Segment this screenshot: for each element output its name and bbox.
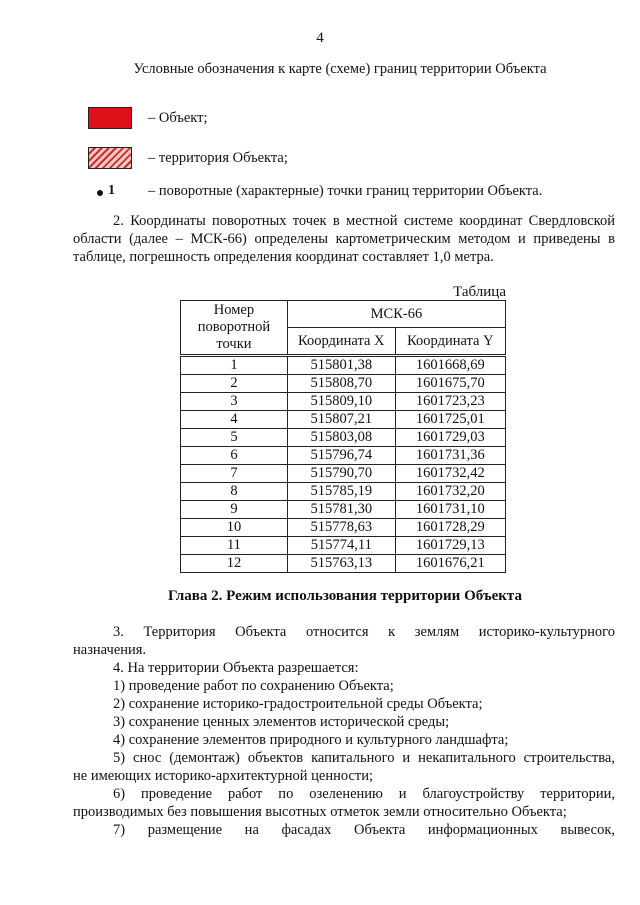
point-number-cell: 8 (181, 483, 288, 501)
coordinate-x-cell: 515809,10 (287, 393, 395, 411)
point-number-cell: 2 (181, 375, 288, 393)
table-row (181, 555, 506, 573)
legend-label-territory: – территория Объекта; (148, 150, 288, 166)
coordinate-y-cell: 1601723,23 (395, 393, 505, 411)
coordinate-y-cell: 1601725,01 (395, 411, 505, 429)
coordinate-x-cell: 515781,30 (287, 501, 395, 519)
coordinate-x-cell: 515774,11 (287, 537, 395, 555)
point-number-cell: 11 (181, 537, 288, 555)
coordinate-y-cell: 1601729,03 (395, 429, 505, 447)
legend-title: Условные обозначения к карте (схеме) границ территории Объекта (133, 61, 547, 77)
legend-item-point (97, 183, 115, 199)
legend-label-object: – Объект; (148, 110, 208, 126)
header-coordinate-system: МСК-66 (287, 301, 505, 328)
legend-item-territory (88, 145, 132, 171)
point-dot-icon (97, 190, 103, 196)
coordinate-y-cell: 1601731,36 (395, 447, 505, 465)
coordinate-y-cell: 1601675,70 (395, 375, 505, 393)
table-row (181, 447, 506, 465)
table-row (181, 393, 506, 411)
list-item: 3) сохранение ценных элементов исторической среды; (113, 714, 450, 730)
table-row (181, 519, 506, 537)
table-row (181, 429, 506, 447)
legend-label-point: – поворотные (характерные) точки границ территории Объекта. (148, 183, 543, 199)
table-row (181, 375, 506, 393)
list-item: 1) проведение работ по сохранению Объекта; (113, 678, 394, 694)
object-swatch-icon (88, 107, 132, 129)
table-row (181, 537, 506, 555)
point-number-cell: 1 (181, 356, 288, 375)
coordinate-x-cell: 515803,08 (287, 429, 395, 447)
list-item-5-line-2: не имеющих историко-архитектурной ценности; (73, 768, 374, 784)
paragraph-4: 4. На территории Объекта разрешается: (113, 660, 359, 676)
chapter-title: Глава 2. Режим использования территории Объекта (168, 588, 522, 604)
list-item-5-line-1: 5) снос (демонтаж) объектов капитального и некапитального строительства, (113, 750, 615, 766)
point-number-cell: 3 (181, 393, 288, 411)
coordinate-y-cell: 1601732,20 (395, 483, 505, 501)
paragraph-3-line-2: назначения. (73, 642, 147, 658)
coordinate-x-cell: 515785,19 (287, 483, 395, 501)
header-coordinate-x: Координата X (287, 328, 395, 356)
coordinate-x-cell: 515801,38 (287, 356, 395, 375)
coordinate-y-cell: 1601668,69 (395, 356, 505, 375)
point-number-cell: 5 (181, 429, 288, 447)
table-row (181, 501, 506, 519)
coordinate-x-cell: 515790,70 (287, 465, 395, 483)
point-number-cell: 6 (181, 447, 288, 465)
legend-item-object (88, 105, 132, 131)
coordinate-x-cell: 515808,70 (287, 375, 395, 393)
paragraph-2: 2. Координаты поворотных точек в местной системе координат Свердловской области (далее – МСК-66) определены картометрическим методом и приведены в таблице, погрешность определения координат составляет 1,0 метра. (73, 213, 615, 265)
coordinate-x-cell: 515807,21 (287, 411, 395, 429)
coordinate-y-cell: 1601732,42 (395, 465, 505, 483)
point-number-cell: 7 (181, 465, 288, 483)
coordinate-y-cell: 1601729,13 (395, 537, 505, 555)
list-item-7-line-1: 7) размещение на фасадах Объекта информационных вывесок, (113, 822, 615, 838)
paragraph-3-line-1: 3. Территория Объекта относится к землям историко-культурного (113, 624, 615, 640)
page-number: 4 (316, 30, 324, 46)
coordinate-y-cell: 1601676,21 (395, 555, 505, 573)
coordinate-x-cell: 515778,63 (287, 519, 395, 537)
table-row (181, 356, 506, 375)
table-body (181, 356, 506, 573)
point-number-cell: 4 (181, 411, 288, 429)
point-number-cell: 9 (181, 501, 288, 519)
list-item: 4) сохранение элементов природного и культурного ландшафта; (113, 732, 509, 748)
header-coordinate-y: Координата Y (395, 328, 505, 356)
point-number-cell: 10 (181, 519, 288, 537)
list-item-6-line-1: 6) проведение работ по озеленению и благоустройству территории, (113, 786, 615, 802)
header-point-number: Номер поворотной точки (181, 301, 288, 356)
coordinate-x-cell: 515763,13 (287, 555, 395, 573)
coordinates-table (180, 300, 506, 573)
list-item-6-line-2: производимых без повышения высотных отметок земли относительно Объекта; (73, 804, 567, 820)
table-row (181, 483, 506, 501)
coordinate-x-cell: 515796,74 (287, 447, 395, 465)
table-caption: Таблица (453, 284, 506, 300)
territory-hatch-icon (88, 147, 132, 169)
coordinate-y-cell: 1601731,10 (395, 501, 505, 519)
point-number-cell: 12 (181, 555, 288, 573)
table-row (181, 465, 506, 483)
point-marker-label: 1 (108, 183, 115, 198)
list-item: 2) сохранение историко-градостроительной среды Объекта; (113, 696, 483, 712)
coordinate-y-cell: 1601728,29 (395, 519, 505, 537)
table-row (181, 411, 506, 429)
